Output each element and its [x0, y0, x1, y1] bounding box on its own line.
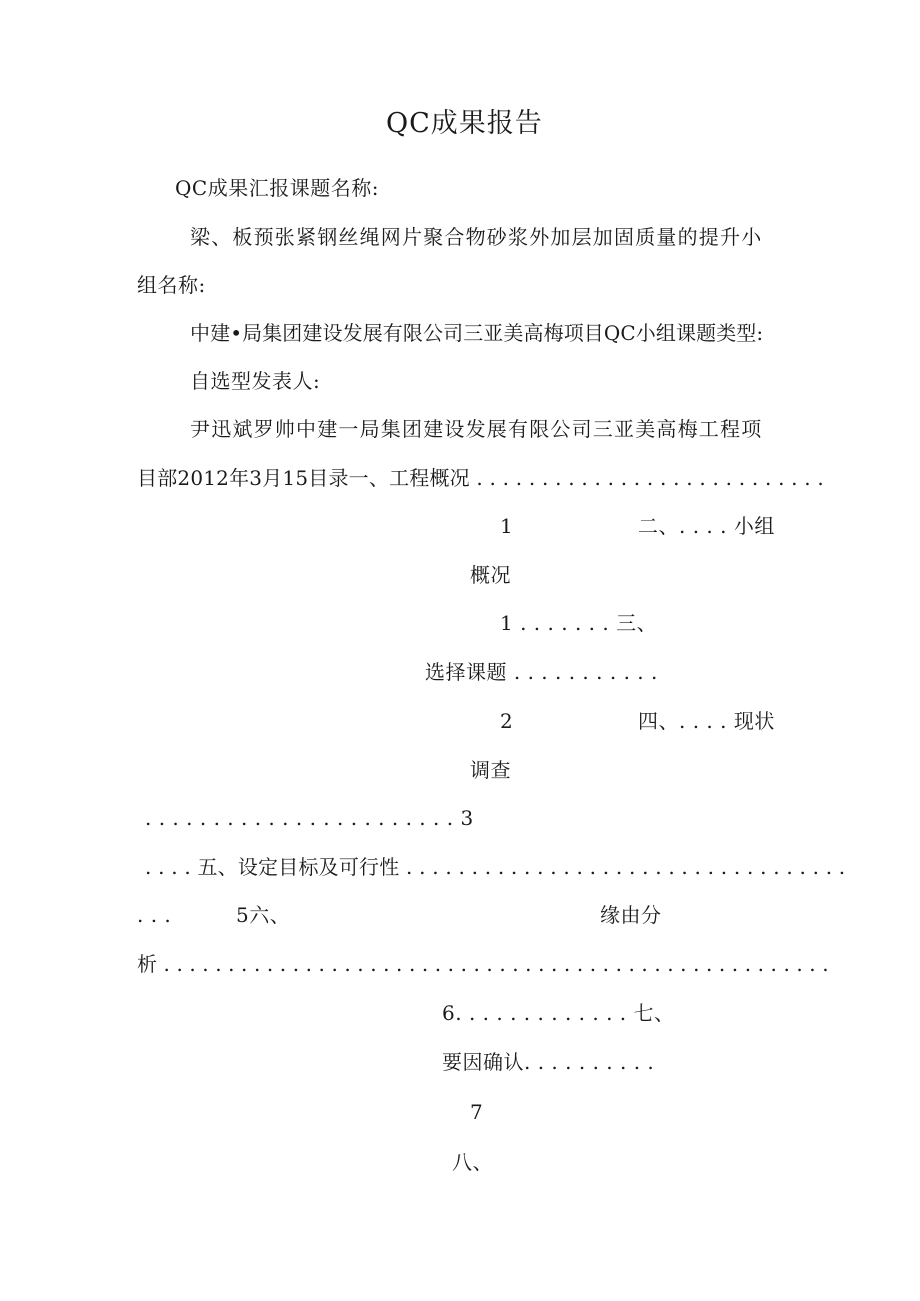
toc-entry: . . . . 五、设定目标及可行性 . . . . . . . . . . . . . . . . . . . . . . . . . . . . . . . . . .: [145, 855, 846, 879]
toc-page-number: 2: [500, 709, 514, 733]
toc-entry: 1 . . . . . . . 三、: [500, 611, 658, 635]
toc-entry: 选择课题 . . . . . . . . . . .: [425, 660, 658, 684]
toc-entry: . . .: [137, 903, 172, 927]
toc-entry: 缘由分: [600, 903, 662, 927]
toc-page-number: 7: [470, 1100, 484, 1124]
topic-name-line: 梁、板预张紧钢丝绳网片聚合物砂浆外加层加固质量的提升小: [190, 225, 763, 249]
toc-entry: 5六、: [236, 903, 291, 927]
date-and-toc-start: 目部2012年3月15目录一、工程概况 . . . . . . . . . . . . . . . . . . . . . . . . . . .: [137, 466, 824, 490]
document-title: QC成果报告: [386, 108, 543, 139]
group-name-line: 中建•局集团建设发展有限公司三亚美高梅项目QC小组课题类型:: [190, 321, 764, 345]
toc-page-number: 1: [500, 514, 514, 538]
toc-entry: 概况: [470, 563, 511, 587]
presenter-label: 自选型发表人:: [190, 369, 321, 393]
toc-entry: 要因确认. . . . . . . . . .: [442, 1050, 655, 1074]
toc-entry: . . . . . . . . . . . . . . . . . . . . . . . 3: [145, 806, 474, 830]
toc-entry: 八、: [452, 1150, 493, 1174]
toc-entry: 调查: [470, 758, 511, 782]
toc-entry: 二、. . . . 小组: [638, 514, 775, 538]
toc-entry: 四、. . . . 现状: [638, 709, 775, 733]
group-name-label: 组名称:: [137, 273, 206, 297]
toc-entry: 析 . . . . . . . . . . . . . . . . . . . . . . . . . . . . . . . . . . . . . . . . . . . . . . . . . . . .: [137, 952, 829, 976]
presenter-line: 尹迅斌罗帅中建一局集团建设发展有限公司三亚美高梅工程项: [190, 417, 763, 441]
report-topic-label: QC成果汇报课题名称:: [175, 176, 379, 200]
toc-entry: 6. . . . . . . . . . . . . 七、: [442, 1001, 675, 1025]
